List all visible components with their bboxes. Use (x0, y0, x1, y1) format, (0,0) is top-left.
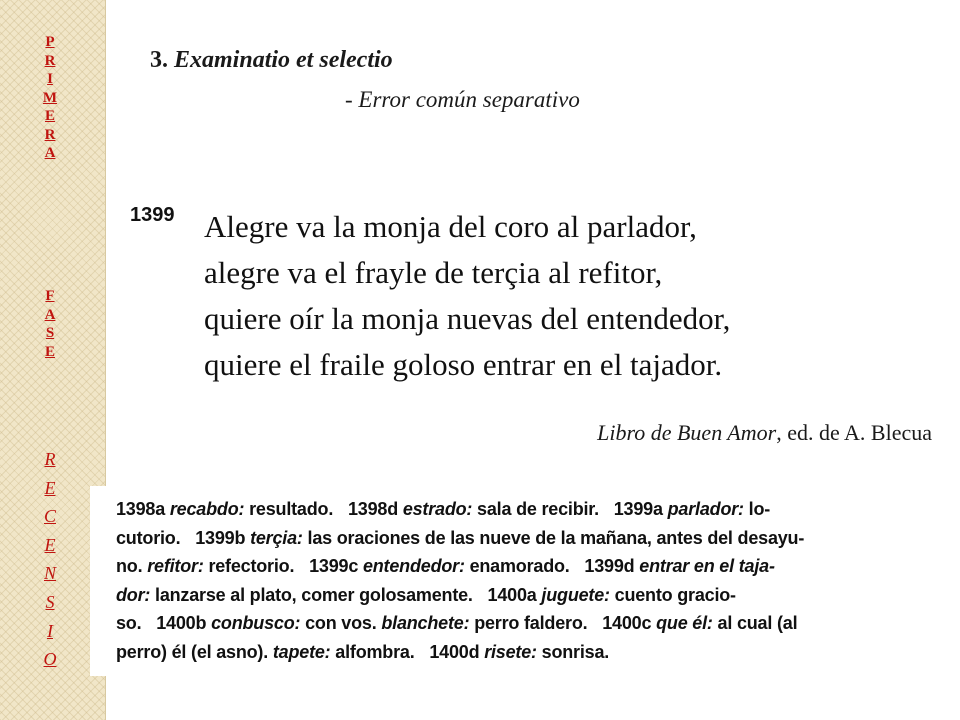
note-ref: 1400a (487, 584, 537, 605)
note-gloss: cuento gracio- (614, 584, 736, 605)
section-number: 3. (150, 47, 168, 73)
note-gloss: las oraciones de las nueve de la mañana, antes del desayu- (307, 527, 805, 548)
note-gloss: con vos. (305, 613, 377, 633)
sidebar-letter: N (43, 563, 56, 584)
note-line (116, 552, 952, 581)
note-lemma: dor: (116, 584, 151, 605)
citation-title: Libro de Buen Amor (597, 420, 777, 445)
sidebar-letter: R (44, 126, 56, 143)
glossary-notes (90, 486, 960, 676)
sidebar-letter: I (47, 71, 53, 87)
note-lemma: estrado: (402, 499, 473, 519)
note-lemma: blanchete: (381, 613, 470, 633)
verse-block (204, 204, 730, 388)
note-lemma: que él: (656, 613, 713, 633)
sidebar-letter: F (45, 288, 55, 304)
note-ref: 1398d (347, 499, 398, 519)
sidebar-letter: P (45, 34, 55, 50)
note-line (116, 524, 952, 553)
sidebar-letter: E (44, 534, 56, 555)
section-subtitle: - Error común separativo (345, 87, 580, 112)
note-line (116, 638, 952, 667)
note-gloss: enamorado. (469, 556, 570, 576)
sidebar-letter: C (43, 506, 56, 527)
note-ref: 1400c (602, 613, 652, 633)
verse-number: 1399 (130, 204, 175, 226)
sidebar-letter: S (45, 591, 55, 612)
note-lemma: terçia: (250, 527, 303, 548)
section-title-text: Examinatio et selectio (174, 47, 393, 73)
note-gloss: al cual (al (717, 613, 798, 633)
note-lemma: conbusco: (211, 613, 301, 633)
note-lemma: refitor: (147, 556, 204, 576)
sidebar-label-fase[interactable] (22, 287, 78, 361)
note-gloss: no. (116, 556, 143, 576)
note-gloss: alfombra. (335, 641, 415, 662)
sidebar-letter: A (44, 145, 56, 161)
sidebar-letter: A (44, 306, 56, 323)
verse-line: quiere el fraile goloso entrar en el tajador. (204, 347, 723, 382)
note-ref: 1399c (309, 556, 359, 576)
note-gloss: lo- (748, 499, 771, 519)
note-lemma: entendedor: (362, 556, 465, 576)
note-line (116, 495, 952, 524)
note-gloss: resultado. (249, 499, 334, 519)
note-line (116, 581, 952, 610)
sidebar-letter: E (44, 108, 55, 124)
note-ref: 1400b (156, 613, 207, 633)
sidebar-letter: R (44, 449, 56, 469)
note-gloss: refectorio. (208, 556, 295, 576)
sidebar-letter: R (44, 52, 56, 69)
note-gloss: perro faldero. (474, 613, 588, 633)
sidebar-label-recensio[interactable] (22, 445, 78, 674)
note-gloss: sala de recibir. (477, 499, 599, 519)
note-lemma: tapete: (272, 641, 331, 662)
section-title (150, 47, 393, 74)
note-ref: 1398a (116, 499, 166, 519)
verse-line: alegre va el frayle de terçia al refitor, (204, 255, 663, 290)
note-ref: 1400d (429, 641, 480, 662)
citation (597, 420, 932, 446)
note-lemma: recabdo: (169, 499, 245, 519)
note-lemma: entrar en el taja- (639, 556, 775, 576)
note-lemma: juguete: (541, 584, 610, 605)
note-gloss: lanzarse al plato, comer golosamente. (155, 584, 473, 605)
sidebar-letter: E (44, 477, 56, 498)
note-ref: 1399a (613, 499, 663, 519)
note-ref: 1399d (584, 556, 635, 576)
sidebar-letter: I (47, 620, 53, 641)
note-gloss: sonrisa. (541, 641, 610, 662)
note-gloss: cutorio. (116, 527, 181, 548)
note-gloss: so. (116, 613, 142, 633)
citation-edition: , ed. de A. Blecua (776, 420, 932, 445)
note-line (116, 609, 952, 638)
sidebar-label-primera[interactable] (22, 33, 78, 163)
note-lemma: parlador: (667, 499, 744, 519)
verse-line: Alegre va la monja del coro al parlador, (204, 209, 697, 244)
sidebar-letter: S (45, 325, 55, 341)
sidebar-letter: M (42, 89, 58, 106)
note-ref: 1399b (195, 527, 246, 548)
note-lemma: risete: (484, 641, 537, 662)
sidebar-letter: O (43, 649, 57, 670)
note-gloss: perro) él (el asno). (116, 641, 269, 662)
sidebar-letter: E (44, 343, 55, 360)
verse-line: quiere oír la monja nuevas del entendedor, (204, 301, 731, 336)
